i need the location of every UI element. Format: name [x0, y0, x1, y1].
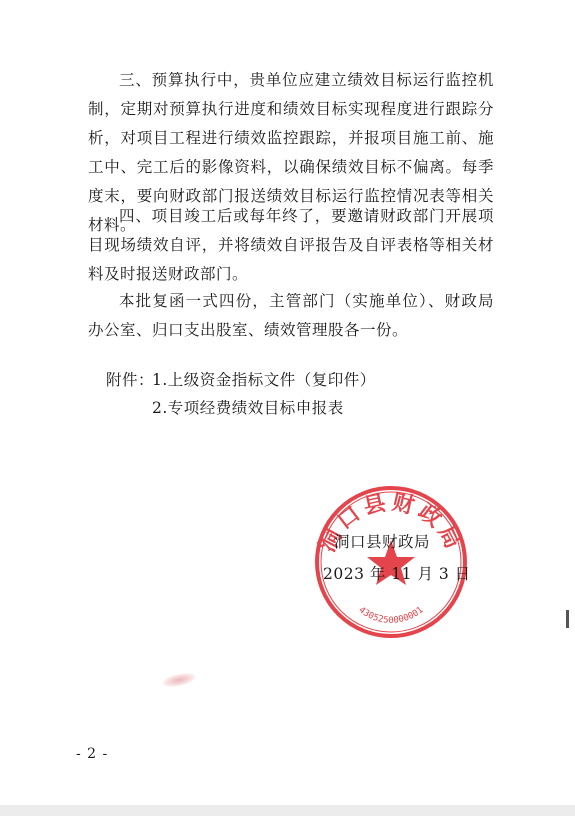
- scan-edge-mark: [566, 610, 569, 628]
- attachment-item-1: 1.上级资金指标文件（复印件）: [152, 371, 376, 389]
- paragraph-self-evaluation: 四、项目竣工后或每年终了，要邀请财政部门开展项目现场绩效自评，并将绩效自评报告及自评表格等相关材料及时报送财政部门。: [88, 207, 494, 283]
- ink-smudge: [161, 671, 197, 690]
- attachment-item-2: 2.专项经费绩效目标申报表: [152, 399, 344, 417]
- signing-date: 2023 年 11 月 3 日: [323, 565, 471, 583]
- seal-code: 4305250000001: [356, 605, 426, 626]
- paragraph-budget-monitoring: 三、预算执行中，贵单位应建立绩效目标运行监控机制，定期对预算执行进度和绩效目标实现程度进行跟踪分析，对项目工程进行绩效监控跟踪，并报项目施工前、施工中、完工后的影像资料，以确保绩效目标不偏离。每季度末，要向财政部门报送绩效目标运行监控情况表等相关材料。: [88, 71, 494, 234]
- svg-text:4305250000001: [357, 605, 426, 626]
- seal-text: 洞口县财政局: [314, 489, 468, 557]
- page-number: - 2 -: [76, 746, 109, 762]
- signing-organization: 洞口县财政局: [334, 533, 431, 551]
- scan-bottom-border: [0, 805, 575, 816]
- attachments-label: 附件：: [106, 371, 155, 389]
- paragraph-copies-distribution: 本批复函一式四份，主管部门（实施单位）、财政局办公室、归口支出股室、绩效管理股各一份。: [88, 292, 494, 339]
